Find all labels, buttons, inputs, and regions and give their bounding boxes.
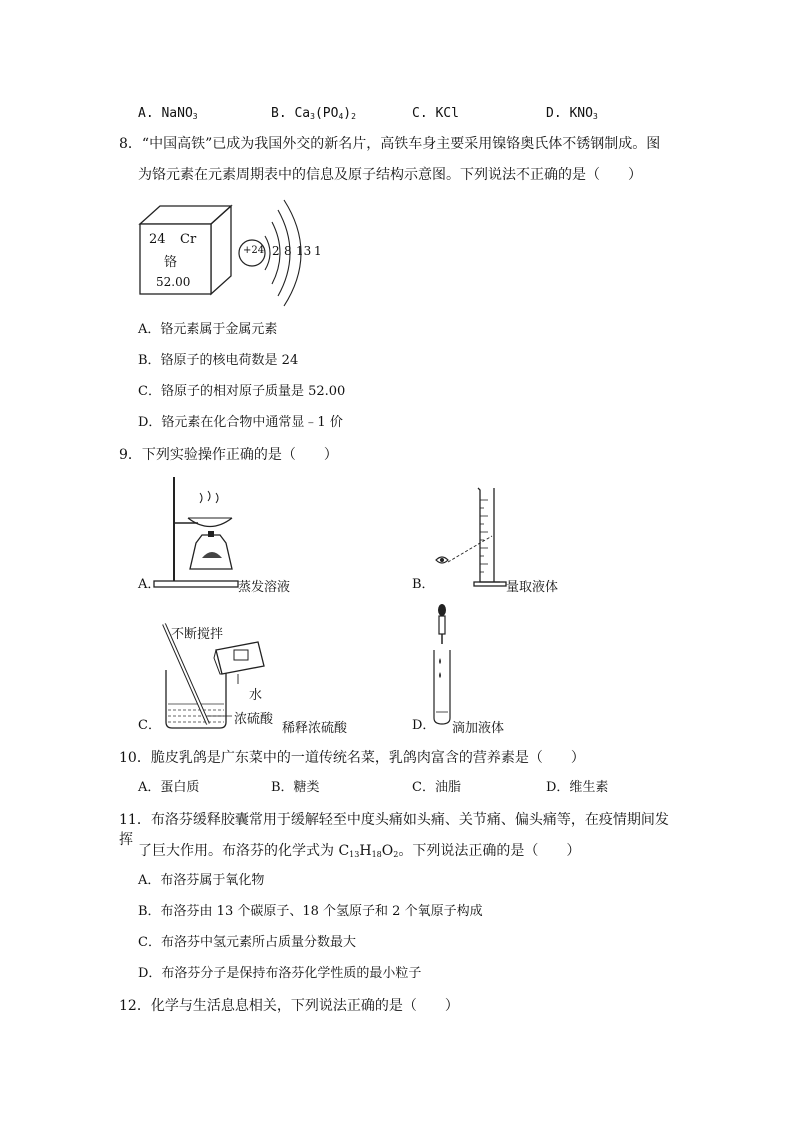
q11-option-d[interactable]: D．布洛芬分子是保持布洛芬化学性质的最小粒子 <box>138 966 422 981</box>
q9-option-d-caption: 滴加液体 <box>452 721 505 736</box>
shell-4: 1 <box>314 244 322 258</box>
q8-option-d[interactable]: D．铬元素在化合物中通常显﹣1 价 <box>138 415 343 430</box>
shell-1: 2 <box>272 244 280 258</box>
q7-option-b[interactable]: B. $Ca_3(PO_4)_2$ <box>271 106 356 121</box>
q9-option-d-letter[interactable]: D． <box>412 718 436 733</box>
q10-stem: 10．脆皮乳鸽是广东菜中的一道传统名菜，乳鸽肉富含的营养素是（ ） <box>119 750 585 766</box>
shell-2: 8 <box>284 244 292 258</box>
element-symbol: Cr <box>180 232 197 247</box>
q9-option-b-caption: 量取液体 <box>506 580 559 595</box>
q7-option-c[interactable]: C. KCl <box>412 106 459 121</box>
graduated-cylinder <box>430 486 510 590</box>
q9-label-acid: 浓硫酸 <box>234 712 274 727</box>
q7-option-a[interactable]: A. NaNO$_3$ <box>138 106 198 121</box>
dropper-test-tube <box>428 600 468 728</box>
q9-option-a-letter[interactable]: A． <box>138 577 161 592</box>
q9-label-water: 水 <box>249 688 263 703</box>
q10-option-c[interactable]: C．油脂 <box>412 780 461 795</box>
q9-option-c-letter[interactable]: C． <box>138 718 161 733</box>
element-number: 24 <box>149 232 166 247</box>
q12-stem: 12．化学与生活息息相关，下列说法正确的是（ ） <box>119 998 459 1014</box>
q9-stem: 9．下列实验操作正确的是（ ） <box>119 447 338 463</box>
q9-option-a-caption: 蒸发溶液 <box>238 580 291 595</box>
q9-option-c-caption: 稀释浓硫酸 <box>282 721 348 736</box>
q8-stem-line1: 8．“中国高铁”已成为我国外交的新名片，高铁车身主要采用镍铬奥氏体不锈钢制成。图 <box>119 136 661 152</box>
element-mass: 52.00 <box>156 275 191 289</box>
q7-option-d[interactable]: D. $KNO_3$ <box>546 106 598 121</box>
q11-stem-line1: 11．布洛芬缓释胶囊常用于缓解轻至中度头痛如头痛、关节痛、偏头痛等，在疫情期间发挥 <box>119 812 669 848</box>
q9-label-stir: 不断搅拌 <box>171 627 224 642</box>
q8-option-c[interactable]: C．铬原子的相对原子质量是 52.00 <box>138 384 346 399</box>
q11-option-c[interactable]: C．布洛芬中氢元素所占质量分数最大 <box>138 935 356 950</box>
shell-3: 13 <box>296 244 312 258</box>
q8-option-a[interactable]: A．铬元素属于金属元素 <box>138 322 278 337</box>
q11-stem-line2: 了巨大作用。布洛芬的化学式为 $C_{13}H_{18}O_2$。下列说法正确的是（ ） <box>138 843 581 859</box>
q11-option-b[interactable]: B．布洛芬由 13 个碳原子、18 个氢原子和 2 个氧原子构成 <box>138 904 483 919</box>
q8-stem-line2: 为铬元素在元素周期表中的信息及原子结构示意图。下列说法不正确的是（ ） <box>138 167 642 183</box>
q8-option-b[interactable]: B．铬原子的核电荷数是 24 <box>138 353 299 368</box>
q10-option-d[interactable]: D．维生素 <box>546 780 609 795</box>
q9-option-b-letter[interactable]: B． <box>412 577 435 592</box>
q11-option-a[interactable]: A．布洛芬属于氧化物 <box>138 873 265 888</box>
q10-option-a[interactable]: A．蛋白质 <box>138 780 200 795</box>
q10-option-b[interactable]: B．糖类 <box>271 780 320 795</box>
evaporation-apparatus <box>152 473 242 591</box>
atom-nucleus: +24 <box>243 245 265 256</box>
element-name: 铬 <box>164 255 178 270</box>
